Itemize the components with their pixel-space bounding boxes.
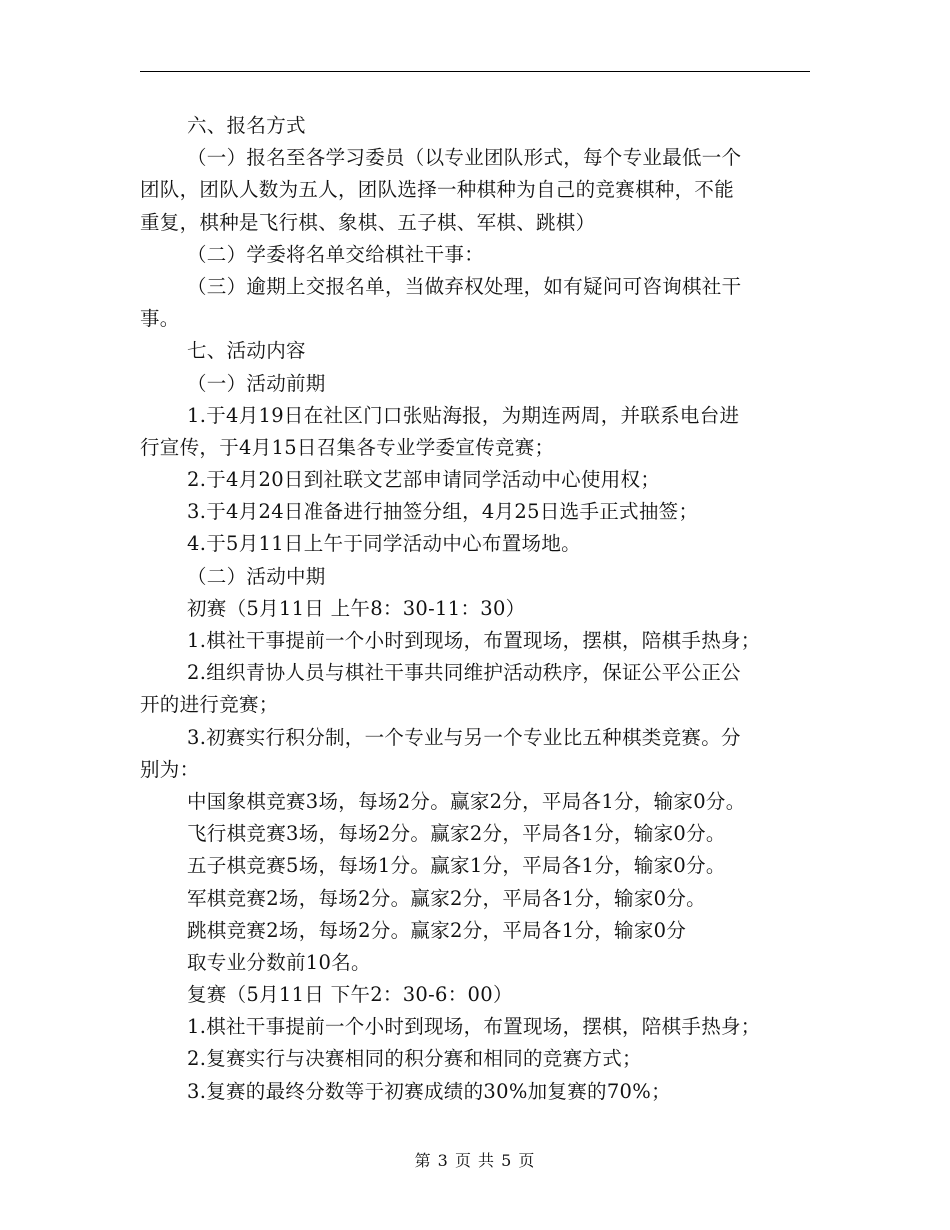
paragraph-line: 3.于4月24日准备进行抽签分组，4月25日选手正式抽签； xyxy=(187,500,699,524)
paragraph-line: 初赛（5月11日 上午8：30-11：30） xyxy=(187,596,526,620)
paragraph-line: 1.棋社干事提前一个小时到现场，布置现场，摆棋，陪棋手热身； xyxy=(187,1015,761,1039)
paragraph-line: 3.复赛的最终分数等于初赛成绩的30%加复赛的70%； xyxy=(187,1079,671,1103)
paragraph-line: 军棋竞赛2场，每场2分。赢家2分，平局各1分，输家0分。 xyxy=(187,886,706,910)
paragraph-line: （二）活动中期 xyxy=(187,564,326,588)
paragraph-line: 五子棋竞赛5场，每场1分。赢家1分，平局各1分，输家0分。 xyxy=(187,854,726,878)
paragraph-line: 1.于4月19日在社区门口张贴海报，为期连两周，并联系电台进 xyxy=(187,403,740,427)
paragraph-line: 团队，团队人数为五人，团队选择一种棋种为自己的竞赛棋种，不能 xyxy=(140,178,735,202)
paragraph-line: （一）活动前期 xyxy=(187,371,326,395)
paragraph-line: （一）报名至各学习委员（以专业团队形式，每个专业最低一个 xyxy=(187,146,742,170)
document-body xyxy=(140,110,820,1108)
paragraph-line: 七、活动内容 xyxy=(187,339,306,363)
paragraph-line: 事。 xyxy=(140,307,180,331)
paragraph-line: （三）逾期上交报名单，当做弃权处理，如有疑问可咨询棋社干 xyxy=(187,274,742,298)
paragraph-line: 2.组织青协人员与棋社干事共同维护活动秩序，保证公平公正公 xyxy=(187,661,741,685)
paragraph-line: 2.复赛实行与决赛相同的积分赛和相同的竞赛方式； xyxy=(187,1047,642,1071)
page-footer: 第 3 页 共 5 页 xyxy=(414,1151,536,1170)
paragraph-line: 取专业分数前10名。 xyxy=(187,950,371,974)
paragraph-line: 3.初赛实行积分制，一个专业与另一个专业比五种棋类竞赛。分 xyxy=(187,725,741,749)
paragraph-line: 中国象棋竞赛3场，每场2分。赢家2分，平局各1分，输家0分。 xyxy=(187,789,746,813)
header-rule xyxy=(140,71,810,72)
paragraph-line: 1.棋社干事提前一个小时到现场，布置现场，摆棋，陪棋手热身； xyxy=(187,629,761,652)
paragraph-line: 飞行棋竞赛3场，每场2分。赢家2分，平局各1分，输家0分。 xyxy=(187,822,726,846)
paragraph-line: 行宣传，于4月15日召集各专业学委宣传竞赛； xyxy=(140,435,555,459)
paragraph-line: 跳棋竞赛2场，每场2分。赢家2分，平局各1分，输家0分 xyxy=(187,918,687,942)
paragraph-line: 开的进行竞赛； xyxy=(140,693,279,717)
paragraph-line: （二）学委将名单交给棋社干事： xyxy=(187,242,485,266)
paragraph-line: 4.于5月11日上午于同学活动中心布置场地。 xyxy=(187,532,581,556)
paragraph-line: 别为： xyxy=(140,757,200,781)
paragraph-line: 重复，棋种是飞行棋、象棋、五子棋、军棋、跳棋） xyxy=(140,210,596,234)
paragraph-line: 2.于4月20日到社联文艺部申请同学活动中心使用权； xyxy=(187,468,661,492)
paragraph-line: 六、报名方式 xyxy=(187,114,306,137)
paragraph-line: 复赛（5月11日 下午2：30-6：00） xyxy=(187,983,513,1007)
